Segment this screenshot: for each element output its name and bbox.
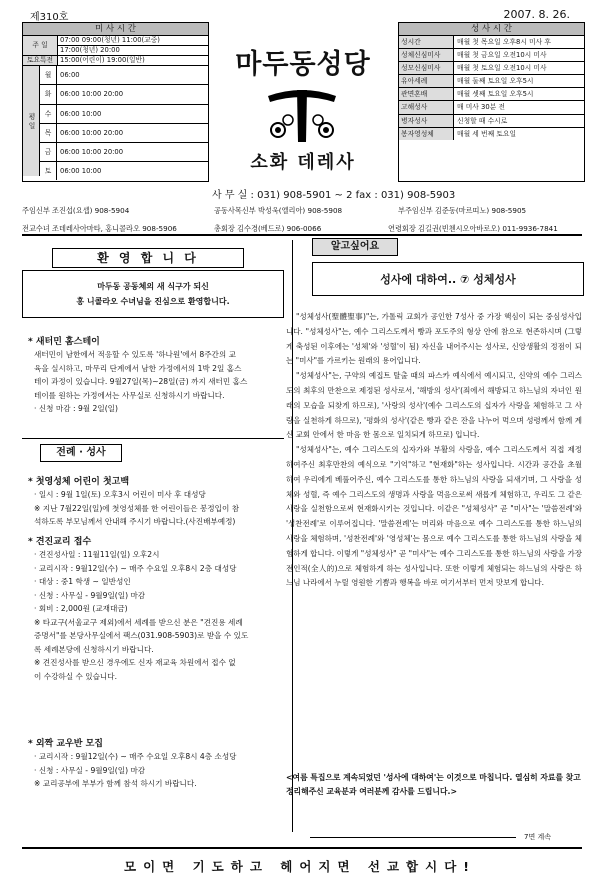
footer-motto: 모이면 기도하고 헤어지면 선교합시다! [124,859,476,874]
article-paragraph: "성체성사"는, 예수 그리스도의 십자가와 부활의 사랑을, 예수 그리스도께서 직접 제정하여주신 최후만찬의 예식으로 "기억"하고 "현재화"하는 성사입니다. 시간과 공간을 초월하여 우리에게 베풀어주신, 예수 그리스도를 통한 하느님의 사랑을 되새기며, 그 사랑을 성체와 성혈, 즉 예수 그리스도의 생명과 사랑을 먹음으로써 새롭게 체험하고, 우리도 그 같은 사랑을 실천함으로써 현재화시키는 것입니다. 이같은 "성체성사" 곧 "미사"는 '말씀전례'와 '성찬전례'로 이루어집니다. '말씀전례'는 머리와 마음으로 예수 그리스도를 통한 하느님의 사랑을 체험하며, '성찬전례'와 '영성체'는 몸으로 예수 그리스도를 통한 하느님의 사랑을 체험하게 합니다. 이렇게 "성체성사" 곧 "미사"는 예수 그리스도를 통한 하느님의 사랑을 가장 전인적(全人的)으로 체험하게 하는 성사입니다. 또한 이렇게 체험되는 하느님의 사랑은 하느님 나라에서 누릴 영원한 기쁨과 행복을 바로 여기서부터 먼저 맛보게 합니다. [286,445,582,588]
welcome-box [22,270,284,318]
issue-date: 2007. 8. 26. [503,8,570,21]
sacrament-time: 매월 둘째 토요일 오후5시 [457,77,534,86]
sacrament-time: 매 미사 30분 전 [457,103,505,112]
sacrament-time: 매월 첫 목요일 오후8시 미사 후 [457,38,551,46]
staff-entry: 총회장 김수경(베드로) 906-0066 [214,224,322,233]
sacrament-label: 성모신심미사 [399,62,454,74]
sacrament-label: 병자성사 [399,115,454,127]
day-times: 06:00 10:00 [60,167,102,176]
mass-label: 주 일 [23,36,58,56]
weekday-label: 평 일 [23,66,40,176]
staff-entry: 연령회장 김길권(빈첸시오아바로오) 011-9936-7841 [388,224,558,233]
sacrament-time: 매월 첫 토요일 오전10시 미사 [457,64,547,73]
sacrament-label: 유아세례 [399,75,454,87]
cold-school-body [34,750,284,791]
body-line: ※ 지난 7월22일(일)에 첫영성체를 한 어린이들은 봉정입이 참 [34,503,240,513]
homestay-body [34,348,284,416]
continued-text: 7면 계속 [524,833,551,841]
mass-label: 토요특전 [23,56,58,66]
body-line: · 교리시작 : 9월12일(수) ~ 매주 수요일 오후8시 4층 소성당 [34,752,237,761]
liturgy-section-title: 전례 · 성사 [40,444,122,462]
office-phone: 사 무 실 : 031) 908-5901 ~ 2 fax : 031) 908-5903 [212,190,456,201]
cross-logo [262,80,342,148]
welcome-line: 마두동 공동체의 새 식구가 되신 [97,282,209,291]
body-line: · 신청 마감 : 9월 2일(일) [34,404,118,413]
mass-times-table [22,22,209,182]
day-label: 수 [40,105,57,123]
mass-times-grid [23,36,208,66]
sacrament-label: 봉자영성체 [399,128,454,140]
issue-number: 제310호 [30,12,69,23]
body-line: · 교리시작 : 9월12일(수) ~ 매주 수요일 오후8시 2층 대성당 [34,563,237,573]
body-line: 록 세례본당에 신청하시기 바랍니다. [34,644,154,654]
mass-time: 15:00(어린이) 19:00(일반) [58,56,209,66]
body-line: · 일시 : 9월 1일(토) 오후3시 어린이 미사 후 대성당 [34,490,206,499]
confirmation-body [34,548,284,683]
day-label: 목 [40,124,57,142]
continued-note [310,832,582,842]
body-line: · 회비 : 2,000원 (교재대금) [34,604,128,613]
sacrament-label: 고해성사 [399,101,454,113]
first-communion-body [34,488,284,529]
day-times: 06:00 [60,71,80,79]
sacrament-label: 성체신심미사 [399,49,454,61]
body-line: 석하도록 부모님께서 안내해 주시기 바랍니다.(사진배부예정) [34,517,236,526]
day-label: 토 [40,162,57,180]
sacrament-time: 매월 첫 금요일 오전10시 미사 [457,51,547,60]
body-line: · 대상 : 중1 학생 ~ 일반성인 [34,577,131,586]
sacrament-times-table [398,22,585,182]
sacrament-times-title: 성 사 시 간 [399,23,584,36]
eucharist-article [286,310,582,591]
staff-entry: 주임신부 조진섭(요셉) 908-5904 [22,206,130,215]
body-line: · 신청 : 사무실 - 9월9일(일) 마감 [34,765,146,775]
first-communion-title: * 첫영성체 어린이 첫고백 [28,477,130,487]
footer-divider [22,847,582,849]
sacrament-time: 매월 세 번째 토요일 [457,129,517,138]
staff-entry: 전교수녀 조데레사아마타, 홍니콜라오 908-5906 [22,224,177,233]
mass-time: 07:00 09:00(청년) 11:00(교중) [58,36,209,46]
section-divider [22,438,284,439]
body-line: 테이를 원하는 가정에서는 사무실로 신청하시기 바랍니다. [34,390,225,400]
body-line: 새터민이 남한에서 적응할 수 있도록 '하나원'에서 8주간의 교 [34,350,236,359]
body-line: 증명서"를 본당사무실에서 팩스(031.908-5903)로 받을 수 있도 [34,631,249,640]
header-divider [22,234,582,236]
body-line: 이 수강하실 수 있습니다. [34,671,118,681]
day-times: 06:00 10:00 20:00 [60,90,124,99]
know-heading: 성사에 대하여.. ⑦ 성체성사 [380,273,516,286]
staff-entry: 공동사목신부 박성욱(엘리아) 908-5908 [214,206,343,215]
day-label: 금 [40,143,57,161]
continued-rule [310,837,516,838]
day-label: 월 [40,66,57,84]
body-line: ※ 교리공부에 부부가 함께 참석 하시기 바랍니다. [34,779,197,788]
article-paragraph: "성체성사(聖體聖事)"는, 가톨릭 교회가 공인한 7성사 중 가장 핵심이 되는 중심성사입니다. "성체성사"는, 예수 그리스도께서 빵과 포도주의 형상 안에 참으로 현존하시며 (그렇게 축성된 이후에는 '성체'와 '성혈'이 됨) 자신을 내어주시는 성사로, 신앙생활의 정점이 되는 "미사"를 가르키는 원래의 용어입니다. [286,312,582,366]
body-line: 육을 실시하고, 마무리 단계에서 남한 가정에서의 1박 2일 홈스 [34,363,242,373]
sacrament-label: 관면혼배 [399,88,454,100]
welcome-title: 환 영 합 니 다 [52,248,244,268]
mass-time: 17:00(청년) 20:00 [58,46,209,56]
cold-school-title: * 외짝 교우반 모집 [28,739,103,749]
body-line: 테이 과정이 있습니다. 9월27일(목)~28일(금) 까지 새터민 홈스 [34,377,248,386]
sacrament-time: 신청할 때 수시로 [457,116,508,125]
article-paragraph: "성체성사"는, 구약의 예집트 탈출 때의 파스카 예식에서 예시되고, 신약의 예수 그리스도의 최후의 만찬으로 제정된 성사로서, '해방의 성사'(죄에서 해방되고 하느님의 자녀인 원래의 모습을 되찾게 하므로), '사랑의 성사'(예수 그리스도의 십자가 사랑을 체험하고 그 사랑을 실천하게 하므로), '평화의 성사'(같은 빵과 같은 잔을 나누어 먹으며 성령께서 함께 계신 교회 안에서 한 마음 한 몸으로 일치되게 하므로) 입니다. [286,371,582,440]
body-line: ※ 타교구(서울교구 제외)에서 세례를 받으신 분은 "견진용 세례 [34,617,243,627]
parish-name: 마두동성당 [235,49,371,80]
know-section-label: 알고싶어요 [312,238,398,256]
day-times: 06:00 10:00 [60,109,102,118]
day-times: 06:00 10:00 20:00 [60,128,124,137]
confirmation-title: * 견진교리 접수 [28,537,92,547]
body-line: · 신청 : 사무실 - 9월9일(일) 마감 [34,590,146,600]
patron-saint: 소화 데레사 [250,152,356,173]
day-times: 06:00 10:00 20:00 [60,148,124,157]
sacrament-time: 매월 셋째 토요일 오후5시 [457,90,534,99]
body-line: ※ 견진성사를 받으신 경우에도 신자 재교육 차원에서 접수 없 [34,658,236,667]
mass-times-title: 미 사 시 간 [23,23,208,36]
welcome-line: 홍 니콜라오 수녀님을 진심으로 환영합니다. [76,297,230,306]
know-heading-box [312,262,584,296]
article-closing-note: <여름 특집으로 계속되었던 '성사에 대하여'는 이것으로 마칩니다. 열심히 자료를 찾고 정리해주신 교육분과 여러분께 감사를 드립니다.> [286,773,581,796]
body-line: · 견진성사일 : 11월11일(일) 오후2시 [34,550,160,559]
day-label: 화 [40,85,57,103]
homestay-title: * 새터민 홈스테이 [28,337,100,347]
staff-entry: 부주임신부 김준동(마르띠노) 908-5905 [398,206,527,215]
sacrament-label: 성시간 [399,36,454,48]
